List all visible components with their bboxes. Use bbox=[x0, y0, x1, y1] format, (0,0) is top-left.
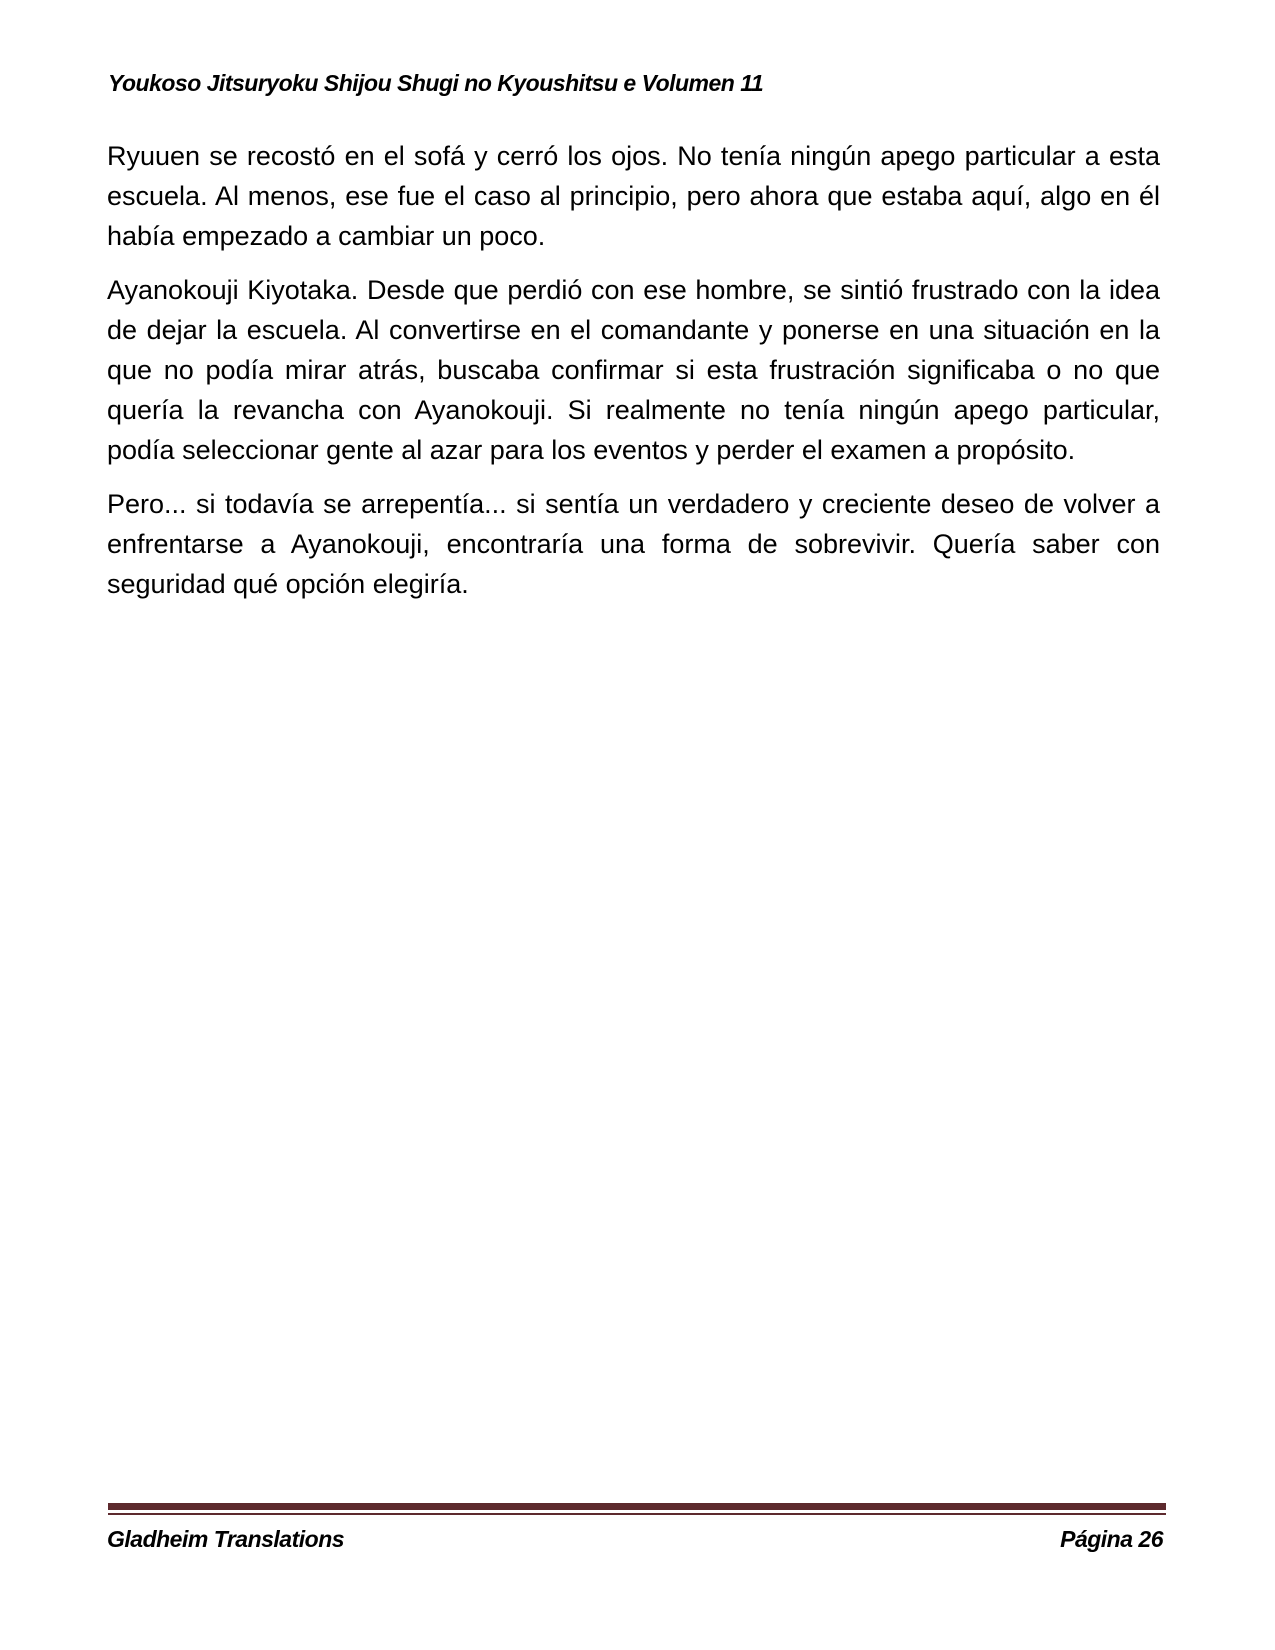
footer-rule bbox=[108, 1503, 1166, 1515]
paragraph: Ryuuen se recostó en el sofá y cerró los ojos. No tenía ningún apego particular a esta escuela. Al menos, ese fue el caso al principio, pero ahora que estaba aquí, algo en él había empezado a cambiar un poco. bbox=[107, 141, 1160, 251]
paragraph: Ayanokouji Kiyotaka. Desde que perdió con ese hombre, se sintió frustrado con la idea de dejar la escuela. Al convertirse en el comandante y ponerse en una situación en la que no podía mirar atrás, buscaba confirmar si esta frustración significaba o no que quería la revancha con Ayanokouji. Si realmente no tenía ningún apego particular, podía seleccionar gente al azar para los eventos y perder el examen a propósito. bbox=[107, 275, 1160, 465]
footer-translator-credit: Gladheim Translations bbox=[107, 1526, 345, 1552]
paragraph: Pero... si todavía se arrepentía... si sentía un verdadero y creciente deseo de volver a enfrentarse a Ayanokouji, encontraría una forma de sobrevivir. Quería saber con seguridad qué opción elegiría. bbox=[107, 489, 1160, 599]
page-footer bbox=[107, 1526, 1163, 1553]
footer-page-number: Página 26 bbox=[1060, 1526, 1163, 1552]
body-text bbox=[107, 136, 1160, 618]
footer-rule-thin-line bbox=[108, 1513, 1166, 1515]
running-header-title: Youkoso Jitsuryoku Shijou Shugi no Kyoushitsu e Volumen 11 bbox=[108, 70, 764, 96]
footer-rule-thick-line bbox=[108, 1503, 1166, 1510]
